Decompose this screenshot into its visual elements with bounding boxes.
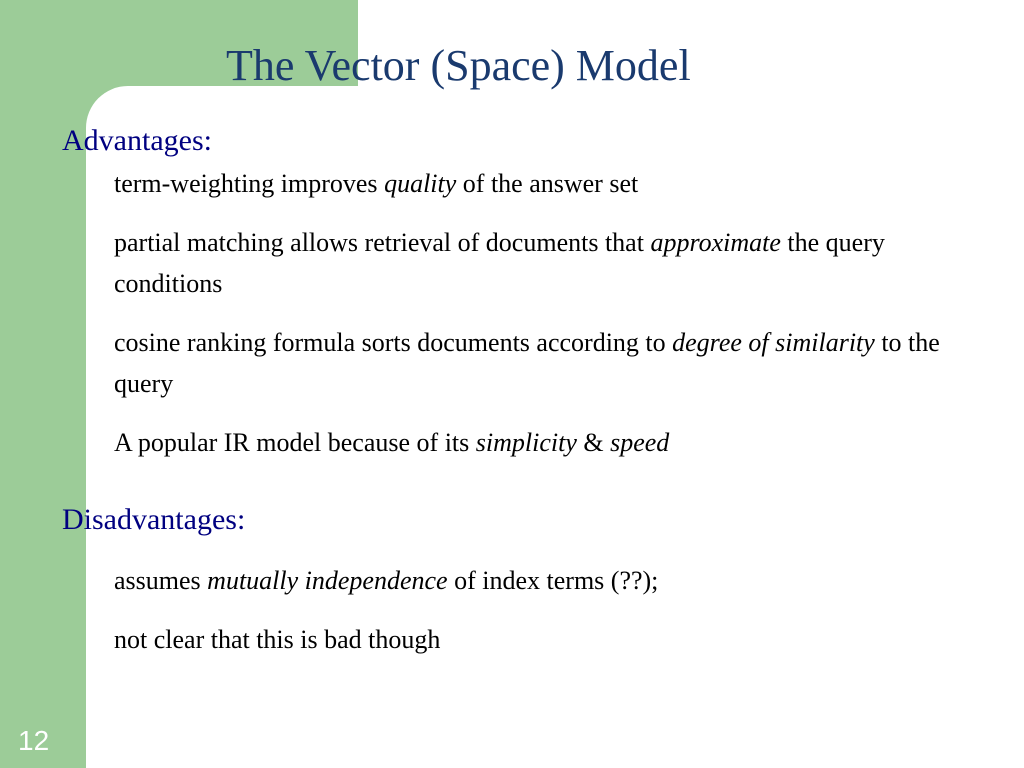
disadvantages-heading: Disadvantages: bbox=[62, 503, 246, 536]
advantages-heading: Advantages: bbox=[62, 124, 212, 157]
advantage-item-4: A popular IR model because of its simplicity & speed bbox=[114, 428, 670, 457]
advantage-item-1: term-weighting improves quality of the answer set bbox=[114, 169, 639, 198]
advantage-item-3: cosine ranking formula sorts documents according to degree of similarity to the query bbox=[114, 328, 940, 398]
page-number: 12 bbox=[18, 725, 50, 756]
slide-title: The Vector (Space) Model bbox=[226, 41, 691, 90]
advantage-item-2: partial matching allows retrieval of documents that approximate the query conditions bbox=[114, 228, 885, 298]
disadvantage-item-2: not clear that this is bad though bbox=[114, 625, 441, 654]
disadvantage-item-1: assumes mutually independence of index terms (??); bbox=[114, 566, 659, 595]
